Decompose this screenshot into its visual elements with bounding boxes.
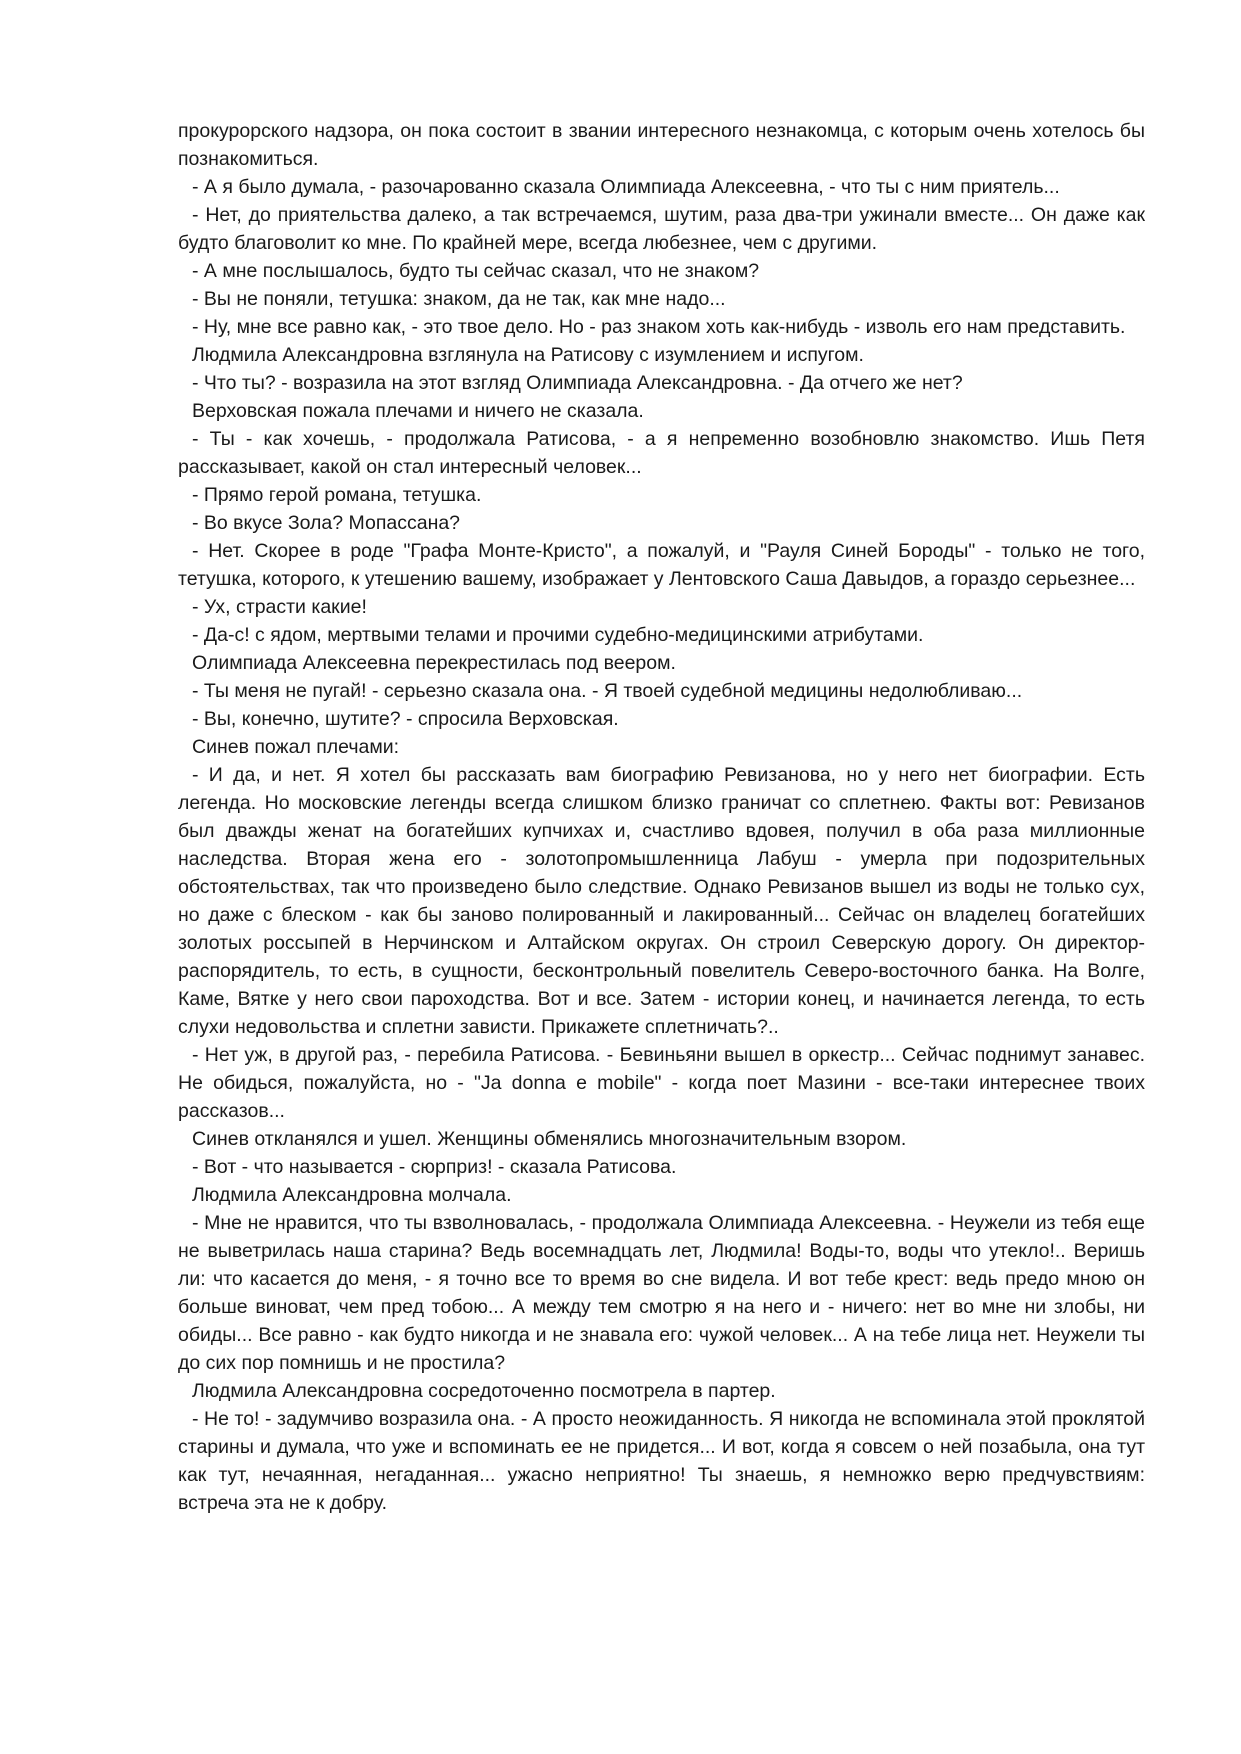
paragraph: Синев откланялся и ушел. Женщины обменялись многозначительным взором. — [192, 1128, 907, 1150]
paragraph: - Да-с! с ядом, мертвыми телами и прочими судебно-медицинскими атрибутами. — [192, 624, 924, 646]
document-page — [178, 117, 1145, 1517]
paragraph: - Нет. Скорее в роде "Графа Монте-Кристо", а пожалуй, и "Рауля Синей Бороды" - только не того, тетушка, которого, к утешению вашему, изображает у Лентовского Саша Давыдов, а гораздо серьезнее... — [178, 540, 1145, 590]
paragraph: - Ты меня не пугай! - серьезно сказала она. - Я твоей судебной медицины недолюбливаю... — [192, 680, 1023, 702]
paragraph: - Во вкусе Зола? Мопассана? — [192, 512, 461, 534]
paragraph: Людмила Александровна молчала. — [192, 1184, 512, 1206]
paragraph: Синев пожал плечами: — [192, 736, 400, 758]
paragraph: - Прямо герой романа, тетушка. — [192, 484, 482, 506]
paragraph: - А мне послышалось, будто ты сейчас сказал, что не знаком? — [192, 260, 760, 282]
paragraph: Людмила Александровна сосредоточенно посмотрела в партер. — [192, 1380, 776, 1402]
paragraph: - И да, и нет. Я хотел бы рассказать вам биографию Ревизанова, но у него нет биографии. Есть легенда. Но московские легенды всегда слишком близко граничат со сплетнею. Факты вот: Ревизанов был дважды женат на богатейших купчихах и, счастливо вдовея, получил в оба раза миллионные наследства. Вторая жена его - золотопромышленница Лабуш - умерла при подозрительных обстоятельствах, так что произведено было следствие. Однако Ревизанов вышел из воды не только сух, но даже с блеском - как бы заново полированный и лакированный... Сейчас он владелец богатейших золотых россыпей в Нерчинском и Алтайском округах. Он строил Северскую дорогу. Он директор-распорядитель, то есть, в сущности, бесконтрольный повелитель Северо-восточного банка. На Волге, Каме, Вятке у него свои пароходства. Вот и все. Затем - истории конец, и начинается легенда, то есть слухи недовольства и сплетни зависти. Прикажете сплетничать?.. — [178, 764, 1145, 1038]
paragraph: - Ух, страсти какие! — [192, 596, 367, 618]
paragraph: прокурорского надзора, он пока состоит в звании интересного незнакомца, с которым очень хотелось бы познакомиться. — [178, 120, 1145, 170]
paragraph: - Вы не поняли, тетушка: знаком, да не так, как мне надо... — [192, 288, 726, 310]
paragraph: Людмила Александровна взглянула на Ратисову с изумлением и испугом. — [192, 344, 864, 366]
paragraph: Верховская пожала плечами и ничего не сказала. — [192, 400, 644, 422]
paragraph: - Ну, мне все равно как, - это твое дело. Но - раз знаком хоть как-нибудь - изволь его нам представить. — [192, 316, 1126, 338]
paragraph: - Нет уж, в другой раз, - перебила Ратисова. - Бевиньяни вышел в оркестр... Сейчас поднимут занавес. Не обидься, пожалуйста, но - "Ja donna e mobile" - когда поет Мазини - все-таки интереснее твоих рассказов... — [178, 1044, 1145, 1122]
paragraph: - Вот - что называется - сюрприз! - сказала Ратисова. — [192, 1156, 677, 1178]
paragraph: - Ты - как хочешь, - продолжала Ратисова, - а я непременно возобновлю знакомство. Ишь Петя рассказывает, какой он стал интересный человек... — [178, 428, 1145, 478]
paragraph: - Нет, до приятельства далеко, а так встречаемся, шутим, раза два-три ужинали вместе... Он даже как будто благоволит ко мне. По крайней мере, всегда любезнее, чем с другими. — [178, 204, 1145, 254]
paragraph: - Мне не нравится, что ты взволновалась, - продолжала Олимпиада Алексеевна. - Неужели из тебя еще не выветрилась наша старина? Ведь восемнадцать лет, Людмила! Воды-то, воды что утекло!.. Веришь ли: что касается до меня, - я точно все то время во сне видела. И вот тебе крест: ведь предо мною он больше виноват, чем пред тобою... А между тем смотрю я на него и - ничего: нет во мне ни злобы, ни обиды... Все равно - как будто никогда и не знавала его: чужой человек... А на тебе лица нет. Неужели ты до сих пор помнишь и не простила? — [178, 1212, 1145, 1374]
paragraph: - Не то! - задумчиво возразила она. - А просто неожиданность. Я никогда не вспоминала этой проклятой старины и думала, что уже и вспоминать ее не придется... И вот, когда я совсем о ней позабыла, она тут как тут, нечаянная, негаданная... ужасно неприятно! Ты знаешь, я немножко верю предчувствиям: встреча эта не к добру. — [178, 1408, 1145, 1514]
paragraph: - Вы, конечно, шутите? - спросила Верховская. — [192, 708, 619, 730]
paragraph: - А я было думала, - разочарованно сказала Олимпиада Алексеевна, - что ты с ним приятель... — [192, 176, 1060, 198]
paragraph: - Что ты? - возразила на этот взгляд Олимпиада Александровна. - Да отчего же нет? — [192, 372, 963, 394]
paragraph: Олимпиада Алексеевна перекрестилась под веером. — [192, 652, 676, 674]
